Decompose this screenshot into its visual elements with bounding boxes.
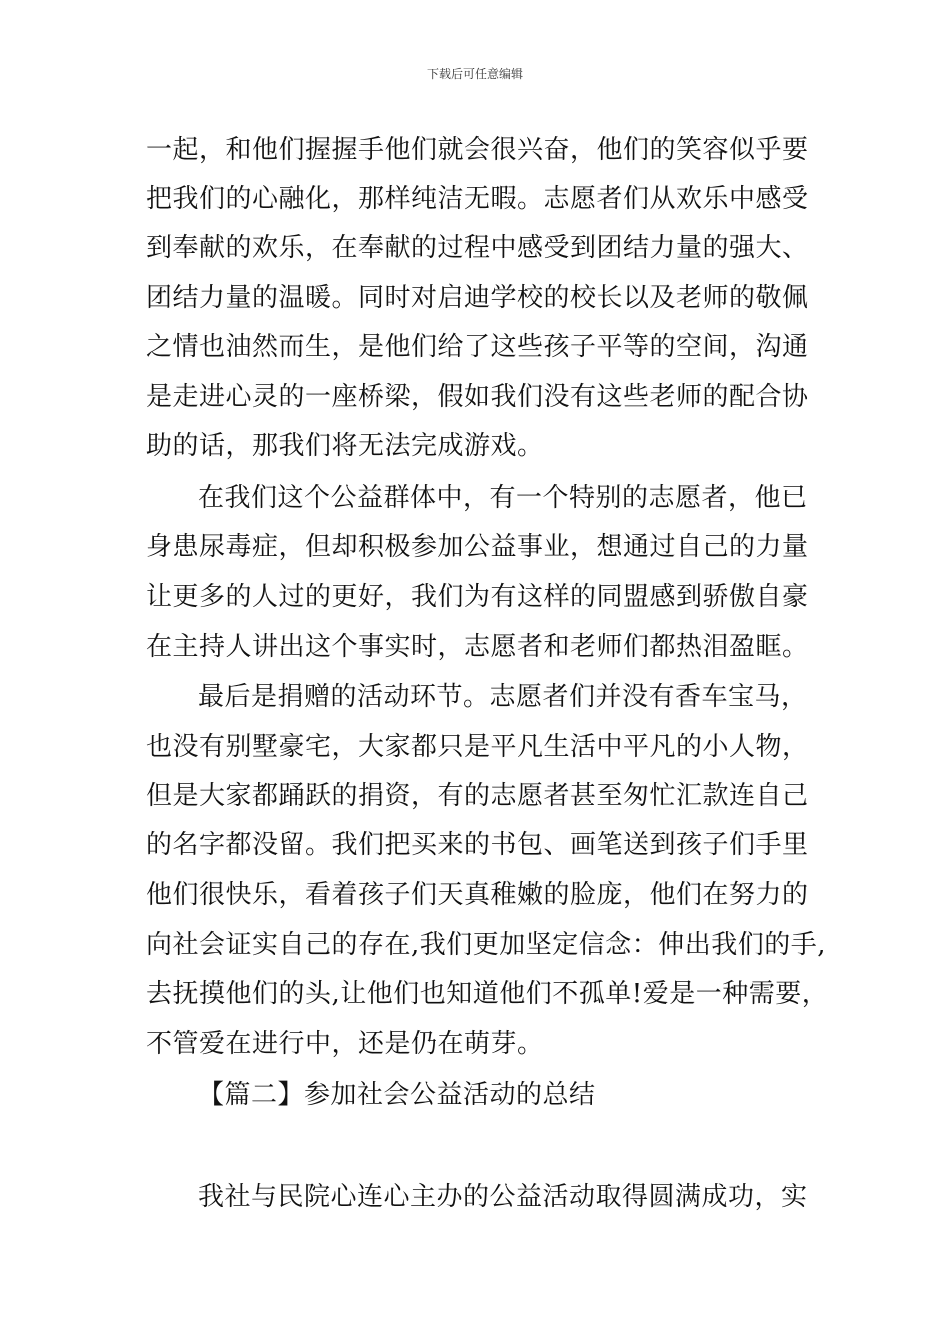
text-line: 团结力量的温暖。同时对启迪学校的校长以及老师的敬佩 bbox=[146, 283, 809, 313]
text-line: 让更多的人过的更好，我们为有这样的同盟感到骄傲自豪 bbox=[146, 582, 809, 612]
text-line: 是走进心灵的一座桥梁，假如我们没有这些老师的配合协 bbox=[146, 382, 809, 412]
text-line: 他们很快乐，看着孩子们天真稚嫩的脸庞，他们在努力的 bbox=[146, 880, 809, 910]
text-line: 把我们的心融化，那样纯洁无暇。志愿者们从欢乐中感受 bbox=[146, 184, 809, 214]
text-line: 到奉献的欢乐，在奉献的过程中感受到团结力量的强大、 bbox=[146, 233, 809, 263]
text-line: 身患尿毒症，但却积极参加公益事业，想通过自己的力量 bbox=[146, 532, 809, 562]
text-line: 也没有别墅豪宅，大家都只是平凡生活中平凡的小人物， bbox=[146, 732, 809, 762]
text-line: 我社与民院心连心主办的公益活动取得圆满成功，实 bbox=[198, 1182, 808, 1212]
text-line: 向社会证实自己的存在,我们更加坚定信念：伸出我们的手, bbox=[146, 930, 827, 960]
section-heading: 【篇二】参加社会公益活动的总结 bbox=[198, 1080, 596, 1110]
text-line: 的名字都没留。我们把买来的书包、画笔送到孩子们手里 bbox=[146, 830, 809, 860]
text-line: 在主持人讲出这个事实时，志愿者和老师们都热泪盈眶。 bbox=[146, 632, 809, 662]
text-line: 但是大家都踊跃的捐资，有的志愿者甚至匆忙汇款连自己 bbox=[146, 781, 809, 811]
text-line: 之情也油然而生，是他们给了这些孩子平等的空间，沟通 bbox=[146, 332, 809, 362]
text-line: 一起，和他们握握手他们就会很兴奋，他们的笑容似乎要 bbox=[146, 135, 809, 165]
text-line: 不管爱在进行中，还是仍在萌芽。 bbox=[146, 1029, 544, 1059]
page-header: 下载后可任意编辑 bbox=[426, 67, 523, 81]
text-line: 去抚摸他们的头,让他们也知道他们不孤单!爱是一种需要， bbox=[146, 979, 829, 1009]
text-line: 最后是捐赠的活动环节。志愿者们并没有香车宝马， bbox=[198, 682, 808, 712]
text-line: 在我们这个公益群体中，有一个特别的志愿者，他已 bbox=[198, 483, 808, 513]
text-line: 助的话，那我们将无法完成游戏。 bbox=[146, 431, 544, 461]
